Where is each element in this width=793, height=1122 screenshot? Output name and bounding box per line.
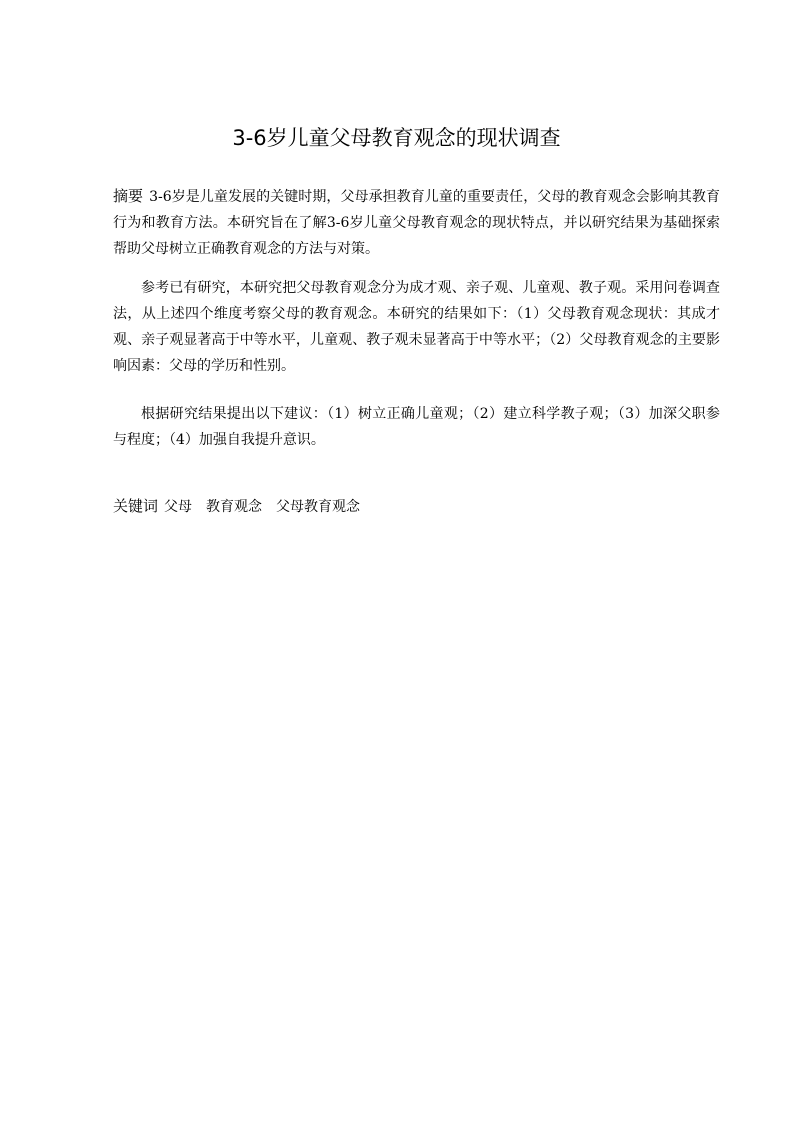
keywords-line bbox=[113, 493, 720, 520]
abstract-label: 摘要 bbox=[113, 187, 144, 205]
abstract-paragraph bbox=[113, 183, 720, 262]
keyword: 教育观念 bbox=[206, 499, 263, 515]
abstract-paragraph-2: 参考已有研究，本研究把父母教育观念分为成才观、亲子观、儿童观、教子观。采用问卷调查法，从上述四个维度考察父母的教育观念。本研究的结果如下：（1）父母教育观念现状：其成才观、亲子观显著高于中等水平，儿童观、教子观未显著高于中等水平；（2）父母教育观念的主要影响因素：父母的学历和性别。 bbox=[113, 280, 720, 374]
paper-title: 3-6岁儿童父母教育观念的现状调查 bbox=[232, 126, 561, 150]
keywords-label: 关键词 bbox=[113, 497, 159, 515]
abstract-text: 3-6岁是儿童发展的关键时期，父母承担教育儿童的重要责任，父母的教育观念会影响其教育行为和教育方法。本研究旨在了解3-6岁儿童父母教育观念的现状特点，并以研究结果为基础探索帮助父母树立正确教育观念的方法与对策。 bbox=[113, 189, 720, 257]
keyword: 父母 bbox=[164, 499, 193, 515]
keyword: 父母教育观念 bbox=[276, 499, 361, 515]
abstract-paragraph-3: 根据研究结果提出以下建议：（1）树立正确儿童观；（2）建立科学教子观；（3）加深父职参与程度；（4）加强自我提升意识。 bbox=[113, 406, 720, 448]
